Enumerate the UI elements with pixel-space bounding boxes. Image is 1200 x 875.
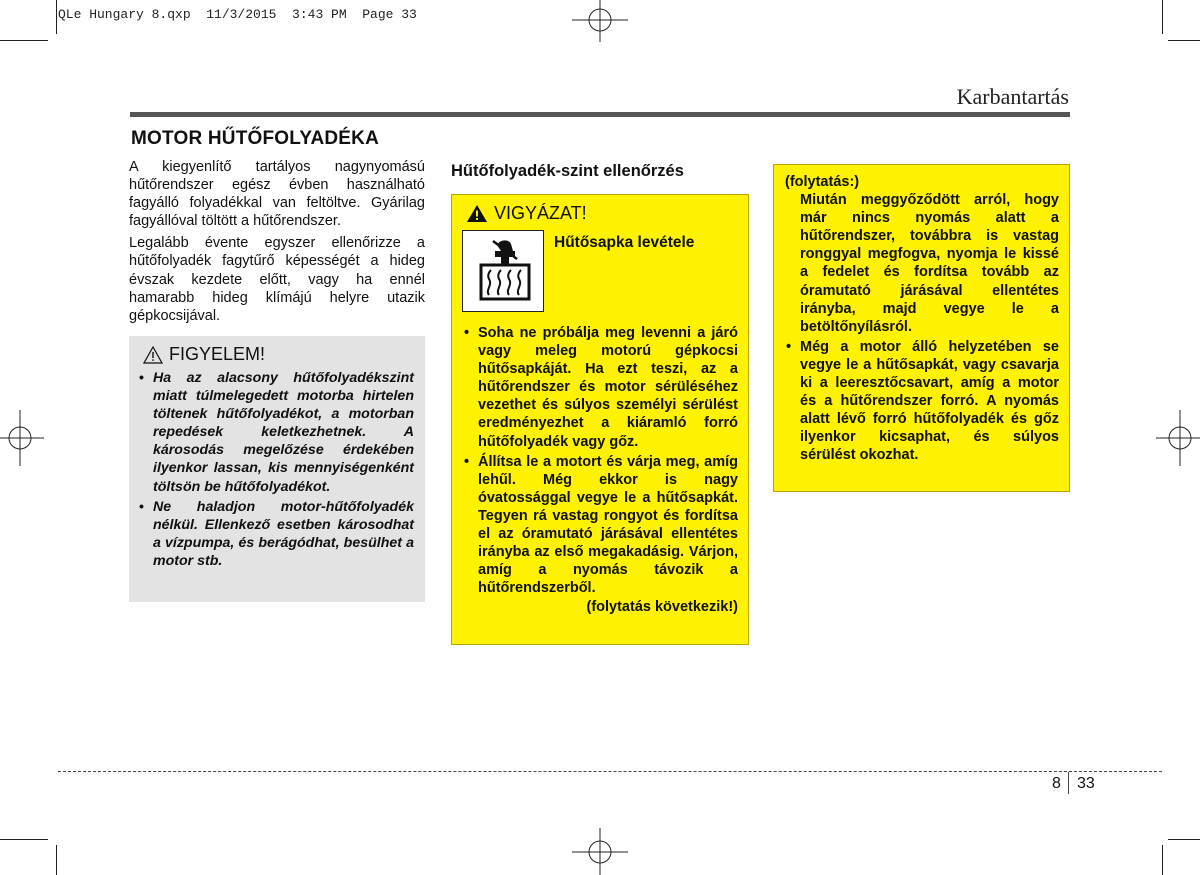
- body-paragraph: A kiegyenlítő tartályos nagynyomású hűtőrendszer egész évben használható fagyálló folyadékkal van feltöltve. Gyárilag fagyállóval töltött a hűtőrendszer.: [129, 159, 425, 230]
- left-column: [129, 128, 425, 329]
- notice-heading-text: FIGYELEM!: [169, 344, 266, 364]
- notice-list: [139, 369, 414, 570]
- continued-list: [784, 191, 1059, 464]
- radiator-cap-prohibited-icon: [462, 230, 544, 312]
- crop-mark: [56, 0, 57, 34]
- body-paragraph: Legalább évente egyszer ellenőrizze a hűtőfolyadék fagytűrő képességét a hideg évszak kezdete előtt, vagy ha ennél hamarabb hideg klímájú helyre utazik gépkocsijával.: [129, 235, 425, 324]
- subsection-title: Hűtőfolyadék-szint ellenőrzés: [451, 162, 684, 180]
- registration-mark-icon: [0, 410, 44, 466]
- crop-mark: [0, 40, 48, 41]
- registration-mark-icon: [572, 0, 628, 42]
- crop-mark: [56, 845, 57, 875]
- crop-mark: [1162, 0, 1163, 34]
- list-item: • Soha ne próbálja meg levenni a járó vagy meleg motorú gépkocsi hűtősapkáját. Ha ezt teszi, az a hűtőrendszer és motor sérüléséhez vezethet és súlyos személyi sérülést eredményezhet a kiáramló forró hűtőfolyadék vagy gőz.: [462, 324, 738, 451]
- header-rule: [130, 112, 1070, 117]
- list-item: • Állítsa le a motort és várja meg, amíg lehűl. Még ekkor is nagy óvatossággal vegye le a hűtősapkát. Tegyen rá vastag rongyot és fordítsa el az óramutató járásával ellentétes irányba az első megakadásig. Várjon, amíg a nyomás távozik a hűtőrendszerből.: [462, 453, 738, 598]
- warning-list: [462, 324, 738, 597]
- print-slug: QLe Hungary 8.qxp 11/3/2015 3:43 PM Page 33: [58, 7, 417, 22]
- continued-next-label: (folytatás következik!): [586, 599, 738, 616]
- section-title: Karbantartás: [956, 84, 1069, 109]
- crop-mark: [1162, 845, 1163, 875]
- notice-box: [129, 336, 425, 602]
- continued-warning-box: [773, 164, 1070, 492]
- list-item: • Ne haladjon motor-hűtőfolyadék nélkül. Ellenkező esetben károsodhat a vízpumpa, és berágódhat, besülhet a motor stb.: [139, 498, 414, 570]
- chapter-number: 8: [1052, 775, 1061, 792]
- list-item: • Ha az alacsony hűtőfolyadékszint miatt túlmelegedett motorba hirtelen töltenek hűtőfolyadékot, a motorban repedések keletkezhetnek. A károsodás megelőzése érdekében ilyenkor lassan, kis mennyiségenként töltsön be hűtőfolyadékot.: [139, 369, 414, 496]
- warning-heading: [466, 203, 738, 224]
- crop-mark: [1168, 40, 1200, 41]
- footer-rule: [58, 771, 1162, 772]
- crop-mark: [1168, 839, 1200, 840]
- registration-mark-icon: [1156, 410, 1200, 466]
- page-number: 33: [1077, 775, 1095, 792]
- warning-subtitle: Hűtősapka levétele: [554, 234, 695, 251]
- footer-divider: [1068, 772, 1069, 794]
- continued-prev-label: (folytatás:): [785, 174, 860, 190]
- main-title: MOTOR HŰTŐFOLYADÉKA: [131, 128, 380, 149]
- warning-heading-text: VIGYÁZAT!: [494, 203, 587, 223]
- list-item-continuation: Miután meggyőződött arról, hogy már nincs nyomás alatt a hűtőrendszer, továbbra is vastag ronggyal megfogva, nyomja le kissé a fedelet és fordítsa tovább az óramutató járásával ellentétes irányba, majd vegye le a betöltőnyílásról.: [800, 192, 1059, 335]
- warning-box: [451, 194, 749, 645]
- list-item: • Még a motor álló helyzetében se vegye le a hűtősapkát, vagy csavarja ki a leeresztőcsavart, amíg a motor és a hűtőrendszer forró. A nyomás alatt lévő forró hűtőfolyadék és gőz ilyenkor kicsaphat, és súlyos sérülést okozhat.: [784, 338, 1059, 465]
- notice-heading: [143, 344, 414, 365]
- warning-triangle-filled-icon: [466, 204, 488, 223]
- registration-mark-icon: [572, 828, 628, 875]
- crop-mark: [0, 839, 48, 840]
- warning-triangle-outline-icon: [143, 346, 163, 364]
